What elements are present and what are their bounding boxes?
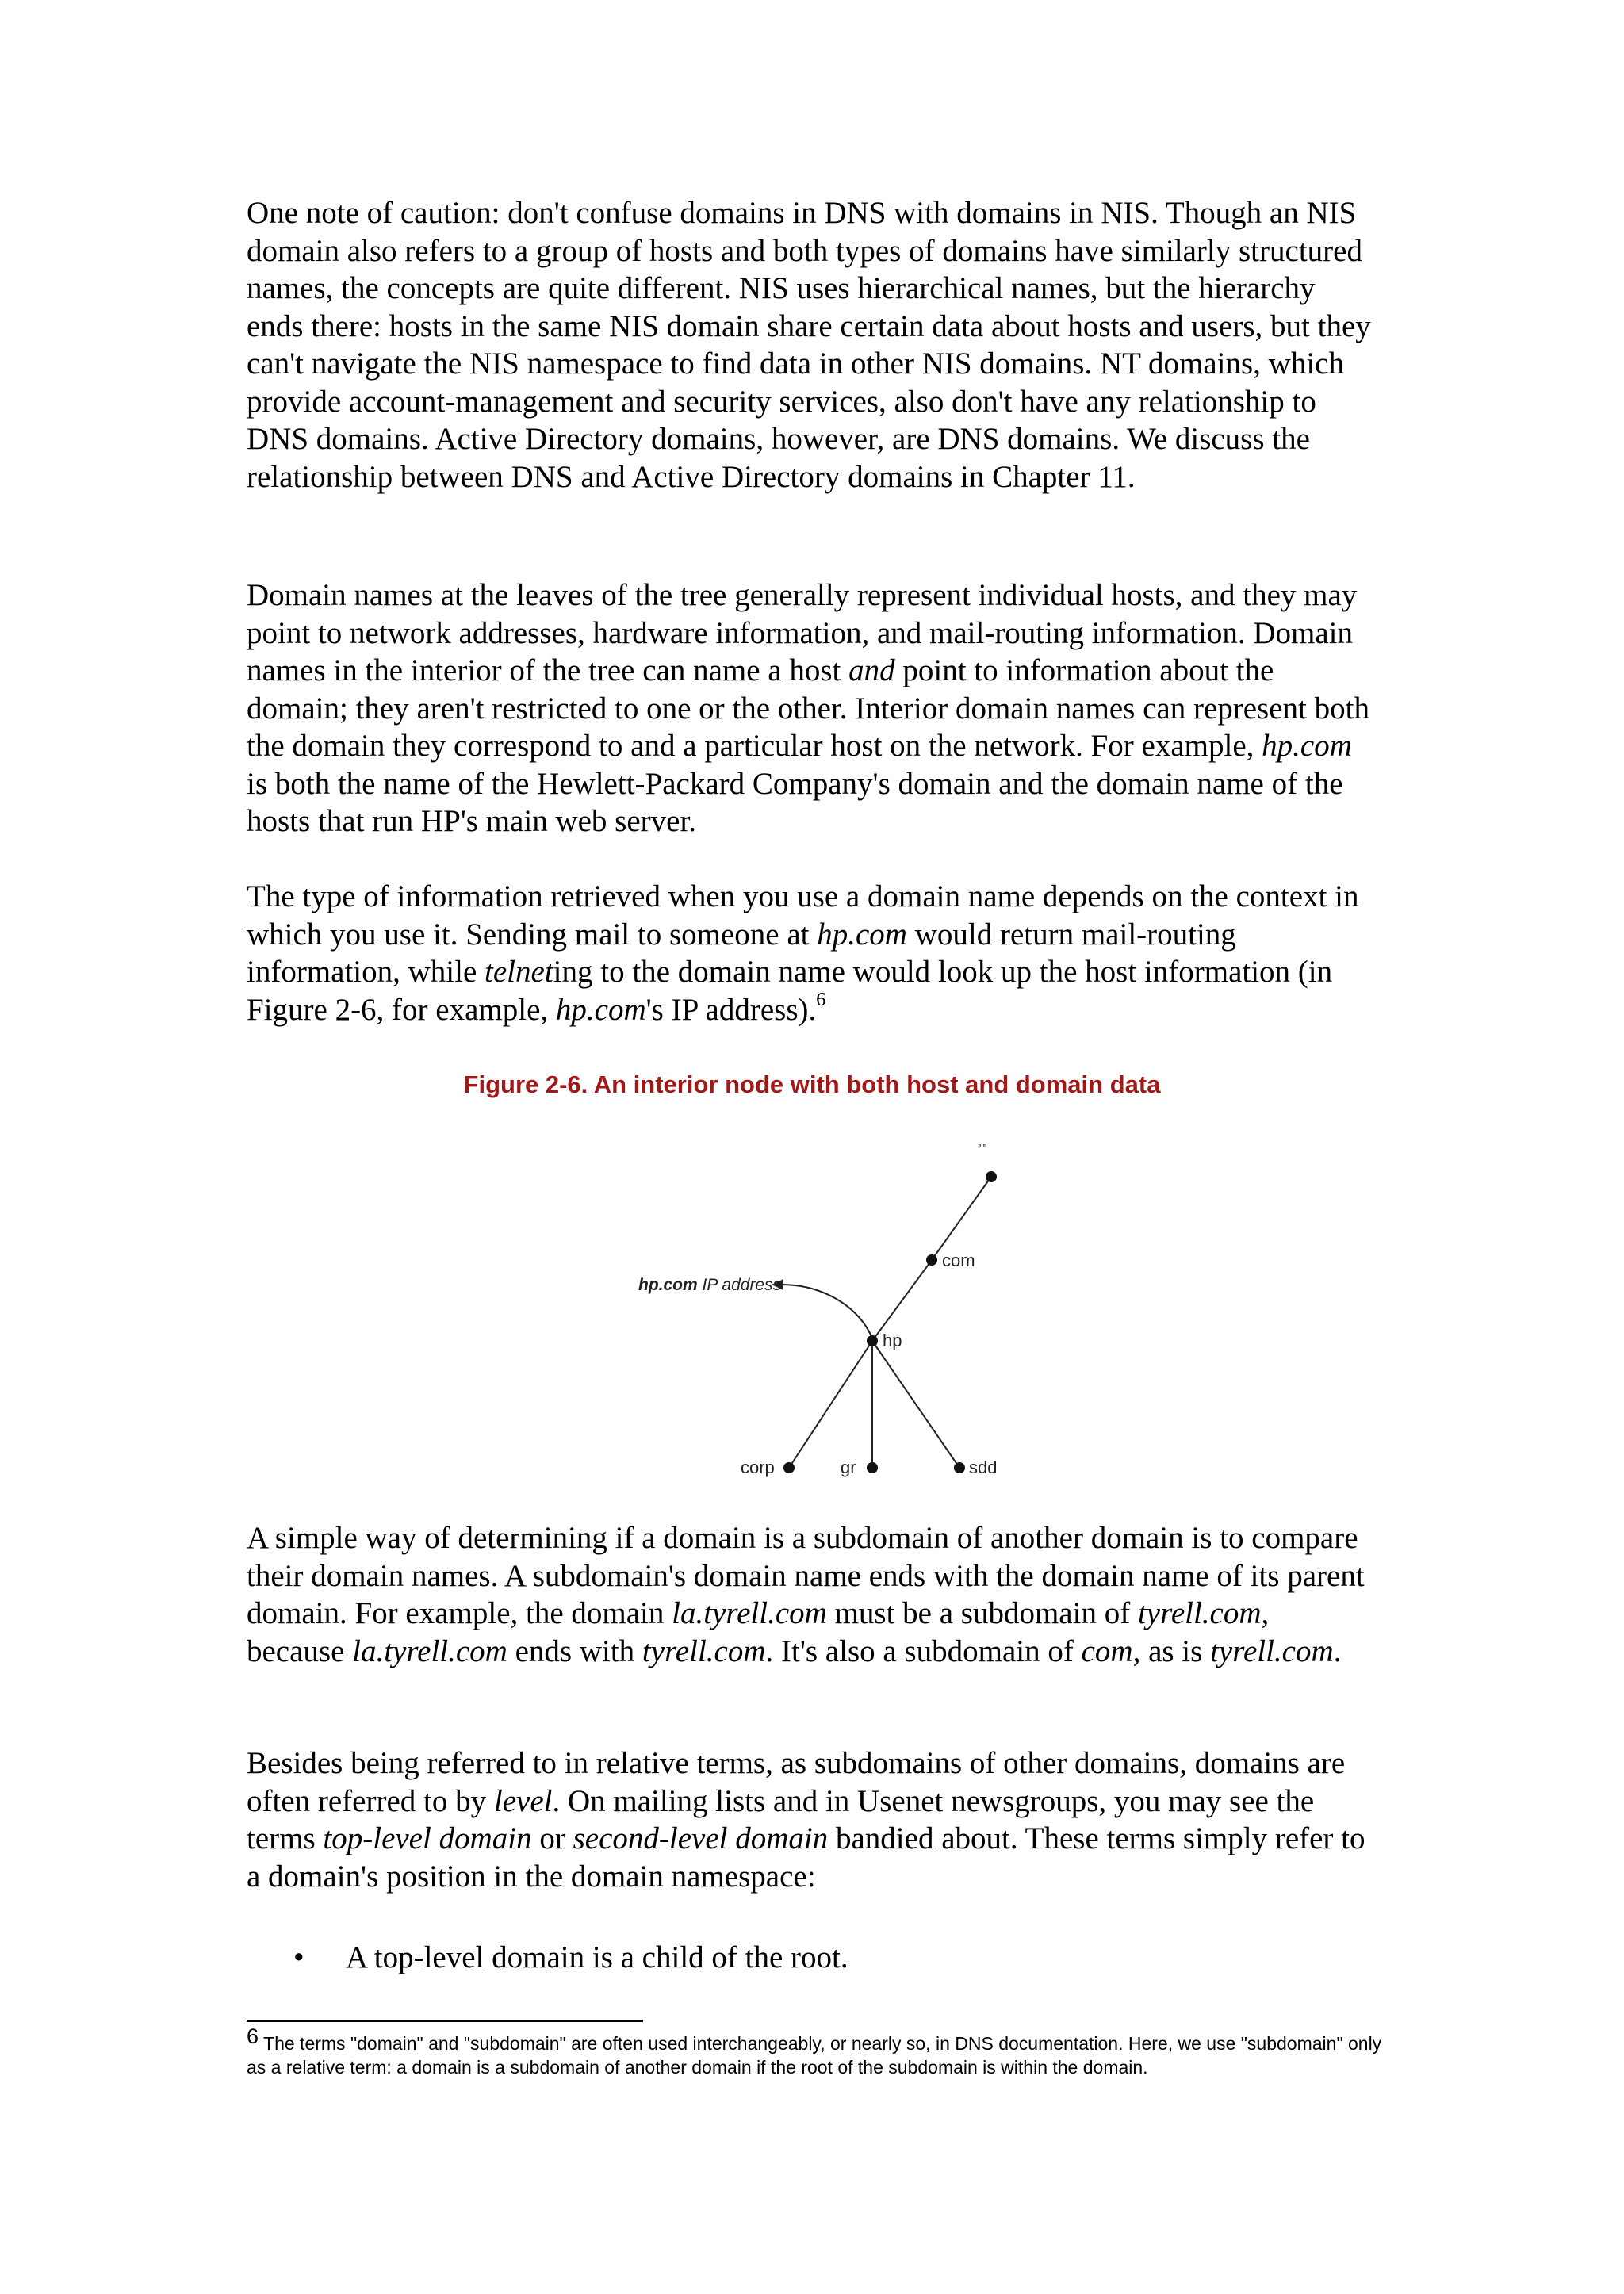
label-corp: corp bbox=[741, 1457, 775, 1477]
footnote-text: The terms "domain" and "subdomain" are often used interchangeably, or nearly so, in DNS documentation. Here, we use "subdomain" only as a relative term: a domain is a subdomain of another domain if the root of the subdomain is within the domain. bbox=[247, 2033, 1382, 2078]
paragraph-dns-vs-nis: One note of caution: don't confuse domains in DNS with domains in NIS. Though an NIS domain also refers to a group of hosts and both types of domains have similarly structured names, the concepts are quite different. NIS uses hierarchical names, but the hierarchy ends there: hosts in the same NIS domain share certain data about hosts and users, but they can't navigate the NIS namespace to find data in other NIS domains. NT domains, which provide account-management and security services, also don't have any relationship to DNS domains. Active Directory domains, however, are DNS domains. We discuss the relationship between DNS and Active Directory domains in Chapter 11. bbox=[247, 196, 1371, 494]
ip-address-annotation: hp.com IP address bbox=[638, 1276, 782, 1294]
node-corp bbox=[783, 1462, 795, 1473]
node-com bbox=[926, 1254, 937, 1266]
bullet-marker: • bbox=[293, 1940, 304, 1974]
label-com: com bbox=[942, 1250, 975, 1270]
paragraph-subdomain-names: A simple way of determining if a domain is a subdomain of another domain is to compare their domain names. A subdomain's domain name ends with the domain name of its parent domain. For example, the domain la.tyrell.com must be a subdomain of tyrell.com, because la.tyrell.com ends with tyrell.com. It's also a subdomain of com, as is tyrell.com. bbox=[247, 1521, 1365, 1668]
figure-caption: Figure 2-6. An interior node with both host and domain data bbox=[463, 1070, 1161, 1098]
paragraph-context-info: The type of information retrieved when you use a domain name depends on the context in which you use it. Sending mail to someone at hp.com would return mail-routing information, while telneting to the domain name would look up the host information (in Figure 2-6, for example, hp.com's IP address).$^6$ bbox=[247, 879, 1359, 1027]
footnote-reference[interactable]: 6 bbox=[816, 989, 826, 1010]
footnote bbox=[247, 2024, 1396, 2079]
edge-com-hp bbox=[872, 1260, 932, 1341]
label-gr: gr bbox=[841, 1457, 856, 1477]
node-root bbox=[986, 1171, 997, 1182]
edge-hp-sdd bbox=[872, 1341, 959, 1468]
node-sdd bbox=[954, 1462, 965, 1473]
node-gr bbox=[867, 1462, 878, 1473]
root-label: "" bbox=[979, 1142, 987, 1154]
footnote-number: 6 bbox=[247, 2024, 259, 2048]
edge-root-com bbox=[932, 1177, 991, 1260]
edge-hp-corp bbox=[789, 1341, 872, 1468]
paragraph-leaf-vs-interior: Domain names at the leaves of the tree generally represent individual hosts, and they may point to network addresses, hardware information, and mail-routing information. Domain names in the interior of the tree can name a host and point to information about the domain; they aren't restricted to one or the other. Interior domain names can represent both the domain they correspond to and a particular host on the network. For example, hp.com is both the name of the Hewlett-Packard Company's domain and the domain name of the hosts that run HP's main web server. bbox=[247, 578, 1369, 838]
ip-address-arrow-curve bbox=[781, 1285, 872, 1338]
label-hp: hp bbox=[883, 1331, 902, 1350]
footnote-divider bbox=[247, 2020, 643, 2022]
paragraph-domain-levels: Besides being referred to in relative terms, as subdomains of other domains, domains are often referred to by level. On mailing lists and in Usenet newsgroups, you may see the terms top-level domain or second-level domain bandied about. These terms simply refer to a domain's position in the domain namespace: bbox=[247, 1746, 1365, 1894]
list-item-text: A top-level domain is a child of the root. bbox=[346, 1940, 848, 1974]
label-sdd: sdd bbox=[969, 1457, 998, 1477]
node-hp bbox=[867, 1335, 878, 1346]
